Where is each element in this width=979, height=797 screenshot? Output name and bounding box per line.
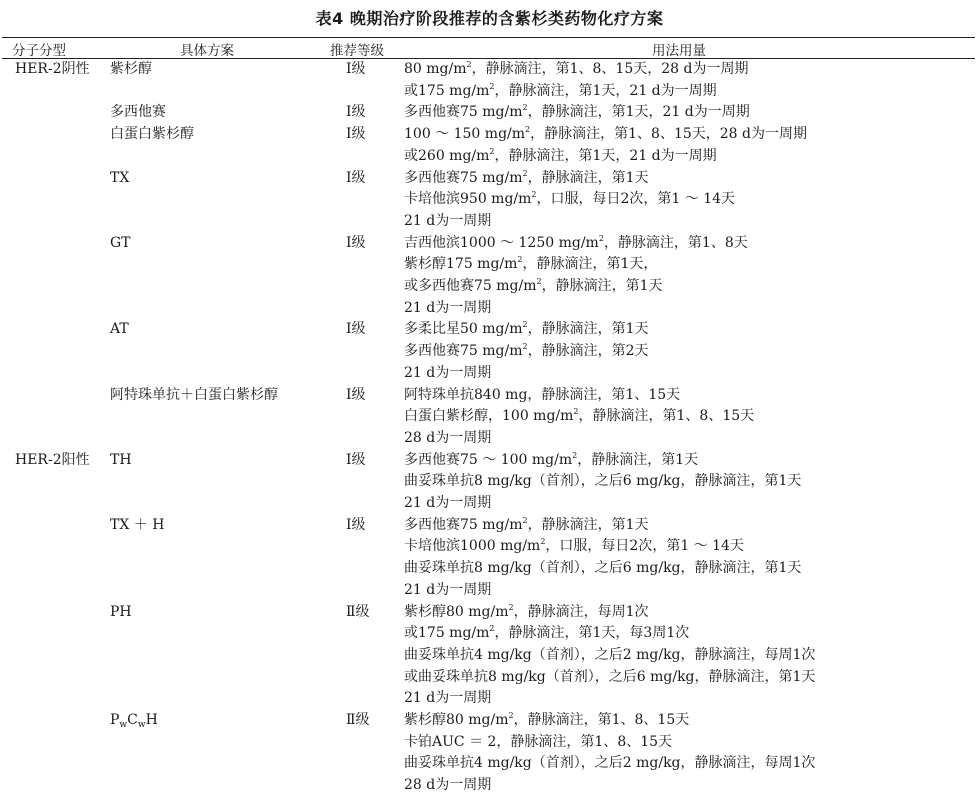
dosage-line: 曲妥珠单抗8 mg/kg（首剂），之后6 mg/kg，静脉滴注，第1天: [404, 560, 802, 577]
dosage-line: 或175 $mg/m^2$，静脉滴注，第1天，21 d为一周期: [404, 81, 717, 99]
recommendation-level-cell: Ⅰ级: [346, 386, 366, 403]
recommendation-level-cell: Ⅰ级: [346, 516, 366, 533]
regimen-cell: AT: [110, 321, 129, 338]
dosage-line: 多西他赛75 ～ 100 $mg/m^2$，静脉滴注，第1天: [404, 450, 699, 468]
regimen-cell: 白蛋白紫杉醇: [110, 126, 194, 143]
dosage-line: 多西他赛75 $mg/m^2$，静脉滴注，第1天: [404, 168, 649, 186]
regimen-cell: PH: [110, 603, 132, 620]
recommendation-level-cell: Ⅰ级: [346, 321, 366, 338]
dosage-line: 紫杉醇80 $mg/m^2$，静脉滴注，每周1次: [404, 602, 649, 620]
dosage-line: 或多西他赛75 $mg/m^2$，静脉滴注，第1天: [404, 276, 663, 294]
dosage-line: 28 d为一周期: [404, 429, 492, 446]
recommendation-level-cell: Ⅰ级: [346, 234, 366, 251]
dosage-line: 曲妥珠单抗4 mg/kg（首剂），之后2 mg/kg，静脉滴注，每周1次: [404, 755, 816, 772]
header-molecular-type: 分子分型: [12, 43, 66, 59]
dosage-line: 100 ～ 150 $mg/m^2$，静脉滴注，第1、8、15天，28 d为一周期: [404, 125, 807, 143]
header-recommendation-level: 推荐等级: [330, 43, 384, 59]
dosage-line: 或175 $mg/m^2$，静脉滴注，第1天，每3周1次: [404, 624, 690, 642]
dosage-cell: [404, 602, 815, 710]
dosage-cell: [404, 168, 735, 233]
recommendation-level-cell: Ⅱ级: [346, 603, 370, 620]
recommendation-level-cell: Ⅱ级: [346, 712, 370, 728]
dosage-line: 紫杉醇80 $mg/m^2$，静脉滴注，第1、8、15天: [404, 711, 690, 728]
dosage-cell: [404, 102, 750, 124]
recommendation-level-cell: Ⅰ级: [346, 126, 366, 143]
dosage-line: 21 d为一周期: [404, 581, 492, 598]
dosage-line: 21 d为一周期: [404, 299, 492, 316]
dosage-cell: [404, 124, 807, 167]
dosage-line: 21 d为一周期: [404, 690, 492, 707]
dosage-line: 21 d为一周期: [404, 212, 492, 229]
dosage-line: 21 d为一周期: [404, 364, 492, 381]
dosage-line: 多西他赛75 $mg/m^2$，静脉滴注，第1天: [404, 515, 649, 533]
dosage-line: 28 d为一周期: [404, 777, 492, 794]
dosage-line: 紫杉醇175 $mg/m^2$，静脉滴注，第1天，: [404, 255, 658, 273]
dosage-line: 多柔比星50 $mg/m^2$，静脉滴注，第1天: [404, 320, 649, 338]
regimen-cell: TX: [110, 169, 130, 186]
regimen-cell: 紫杉醇: [110, 61, 152, 77]
dosage-line: 多西他赛75 $mg/m^2$，静脉滴注，第1天，21 d为一周期: [404, 103, 750, 121]
regimen-cell: GT: [110, 234, 131, 251]
regimen-cell: TH: [110, 451, 132, 468]
recommendation-level-cell: Ⅰ级: [346, 61, 366, 77]
molecular-type-cell: HER-2阴性: [15, 61, 90, 77]
dosage-line: 卡培他滨1000 $mg/m^2$，口服，每日2次，第1 ～ 14天: [404, 537, 744, 555]
dosage-line: 或曲妥珠单抗8 mg/kg（首剂），之后6 mg/kg，静脉滴注，第1天: [404, 668, 816, 685]
dosage-cell: [404, 515, 801, 602]
dosage-line: 卡铂AUC ＝ 2，静脉滴注，第1、8、15天: [404, 733, 673, 750]
dosage-line: 或260 $mg/m^2$，静脉滴注，第1天，21 d为一周期: [404, 146, 717, 164]
header-dosage: 用法用量: [652, 43, 706, 59]
dosage-line: 卡培他滨950 $mg/m^2$，口服，每日2次，第1 ～ 14天: [404, 190, 736, 208]
dosage-line: 曲妥珠单抗8 mg/kg（首剂），之后6 mg/kg，静脉滴注，第1天: [404, 473, 802, 490]
regimen-cell: $P_wC_wH$: [110, 712, 158, 730]
dosage-cell: [404, 450, 801, 515]
regimen-cell: TX ＋ H: [110, 516, 165, 533]
dosage-line: 吉西他滨1000 ～ 1250 $mg/m^2$，静脉滴注，第1、8天: [404, 233, 748, 251]
dosage-line: 白蛋白紫杉醇，100 $mg/m^2$，静脉滴注，第1、8、15天: [404, 407, 755, 425]
regimen-cell: 阿特珠单抗＋白蛋白紫杉醇: [110, 386, 278, 403]
dosage-line: 多西他赛75 $mg/m^2$，静脉滴注，第2天: [404, 342, 649, 360]
dosage-cell: [404, 233, 748, 320]
dosage-cell: [404, 385, 754, 450]
dosage-cell: [404, 319, 649, 384]
regimen-cell: 多西他赛: [110, 104, 166, 121]
header-regimen: 具体方案: [180, 43, 234, 59]
recommendation-level-cell: Ⅰ级: [346, 169, 366, 186]
dosage-line: 21 d为一周期: [404, 494, 492, 511]
dosage-cell: [404, 59, 748, 102]
table-title: 表4 晚期治疗阶段推荐的含紫杉类药物化疗方案: [315, 9, 664, 28]
molecular-type-cell: HER-2阳性: [15, 451, 90, 468]
recommendation-level-cell: Ⅰ级: [346, 104, 366, 121]
recommendation-level-cell: Ⅰ级: [346, 451, 366, 468]
dosage-line: 曲妥珠单抗4 mg/kg（首剂），之后2 mg/kg，静脉滴注，每周1次: [404, 646, 816, 663]
table-top-rule: [2, 37, 975, 38]
dosage-cell: [404, 710, 815, 797]
dosage-line: 80 $mg/m^2$，静脉滴注，第1、8、15天，28 d为一周期: [404, 60, 749, 77]
dosage-line: 阿特珠单抗840 mg，静脉滴注，第1、15天: [404, 386, 681, 403]
